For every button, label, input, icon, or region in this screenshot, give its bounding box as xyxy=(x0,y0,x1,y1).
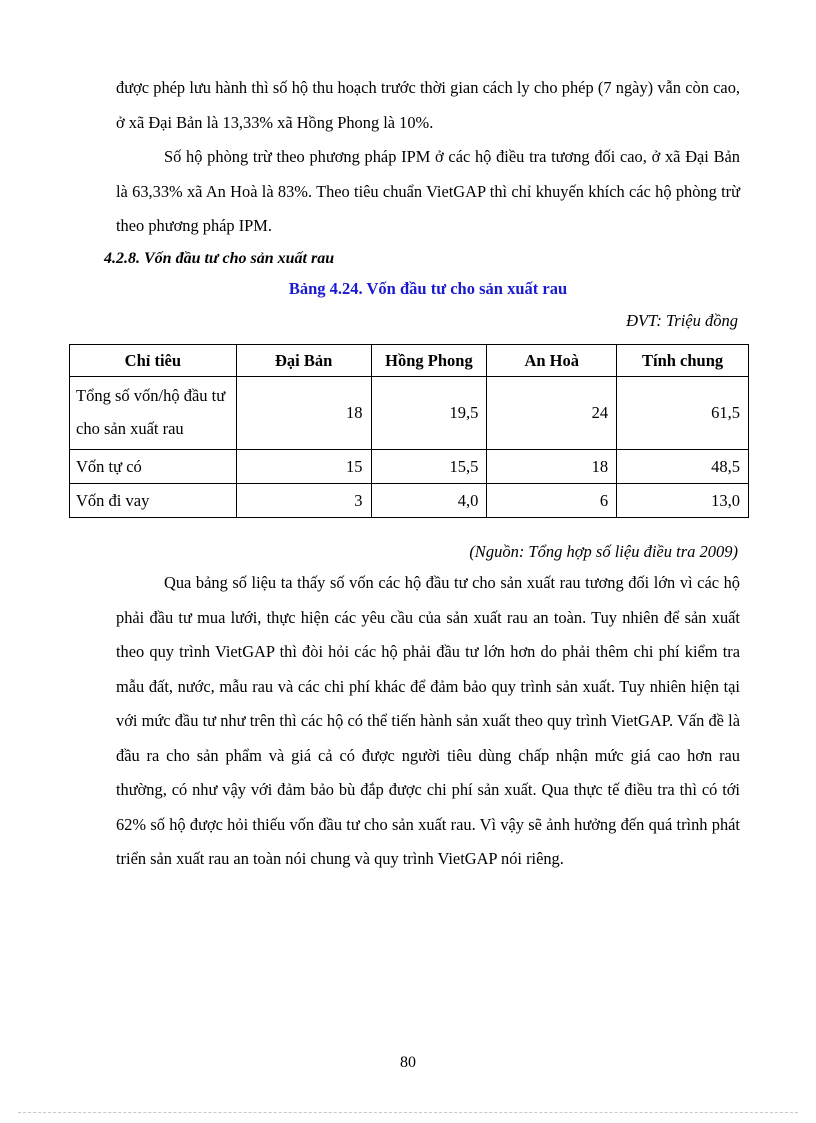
cell-dai-ban: 3 xyxy=(236,484,371,518)
header-cell: Đại Bản xyxy=(236,345,371,377)
table-row xyxy=(70,484,749,518)
header-cell: Chỉ tiêu xyxy=(70,345,237,377)
cell-tinh-chung: 61,5 xyxy=(617,377,749,450)
table-row xyxy=(70,377,749,450)
page-bottom-divider xyxy=(18,1112,798,1113)
source-note: (Nguồn: Tổng hợp số liệu điều tra 2009) xyxy=(469,542,738,561)
cell-dai-ban: 18 xyxy=(236,377,371,450)
cell-hong-phong: 19,5 xyxy=(371,377,487,450)
cell-dai-ban: 15 xyxy=(236,450,371,484)
row-label: Vốn tự có xyxy=(70,450,237,484)
analysis-paragraph: Qua bảng số liệu ta thấy số vốn các hộ đầu tư cho sản xuất rau tương đối lớn vì các hộ phải đầu tư mua lưới, thực hiện các yêu cầu của sản xuất rau an toàn. Tuy nhiên để sản xuất theo quy trình VietGAP thì đòi hỏi các hộ phải đầu tư lớn hơn do phải thêm chi phí kiểm tra mẫu đất, nước, mẫu rau và các chi phí khác để đảm bảo quy trình sản xuất. Tuy nhiên hiện tại với mức đầu tư như trên thì các hộ có thể tiến hành sản xuất theo quy trình VietGAP. Vấn đề là đầu ra cho sản phẩm và giá cả có được người tiêu dùng chấp nhận mức giá cao hơn rau thường, có như vậy với đảm bảo bù đắp được chi phí sản xuất. Qua thực tế điều tra thì có tới 62% số hộ được hỏi thiếu vốn đầu tư cho sản xuất rau. Vì vậy sẽ ảnh hưởng đến quá trình phát triển sản xuất rau an toàn nói chung và quy trình VietGAP nói riêng. xyxy=(116,573,740,868)
cell-an-hoa: 6 xyxy=(487,484,617,518)
table-caption: Bảng 4.24. Vốn đầu tư cho sản xuất rau xyxy=(288,279,568,298)
table-row xyxy=(70,450,749,484)
cell-hong-phong: 15,5 xyxy=(371,450,487,484)
cell-an-hoa: 24 xyxy=(487,377,617,450)
cell-hong-phong: 4,0 xyxy=(371,484,487,518)
investment-table xyxy=(69,344,749,518)
unit-note: ĐVT: Triệu đồng xyxy=(626,311,738,330)
header-cell: An Hoà xyxy=(487,345,617,377)
table-header-row xyxy=(70,345,749,377)
row-label: Tổng số vốn/hộ đầu tư cho sản xuất rau xyxy=(70,377,237,450)
cell-tinh-chung: 13,0 xyxy=(617,484,749,518)
page-number: 80 xyxy=(400,1054,416,1071)
intro-paragraph-1: được phép lưu hành thì số hộ thu hoạch trước thời gian cách ly cho phép (7 ngày) vẫn còn cao, ở xã Đại Bản là 13,33% xã Hồng Phong là 10%. xyxy=(116,78,740,132)
row-label: Vốn đi vay xyxy=(70,484,237,518)
header-cell: Tính chung xyxy=(617,345,749,377)
cell-an-hoa: 18 xyxy=(487,450,617,484)
cell-tinh-chung: 48,5 xyxy=(617,450,749,484)
header-cell: Hồng Phong xyxy=(371,345,487,377)
section-heading: 4.2.8. Vốn đầu tư cho sản xuất rau xyxy=(104,250,335,267)
intro-paragraph-2: Số hộ phòng trừ theo phương pháp IPM ở các hộ điều tra tương đối cao, ở xã Đại Bản là 63,33% xã An Hoà là 83%. Theo tiêu chuẩn VietGAP thì chỉ khuyến khích các hộ phòng trừ theo phương pháp IPM. xyxy=(116,147,740,235)
